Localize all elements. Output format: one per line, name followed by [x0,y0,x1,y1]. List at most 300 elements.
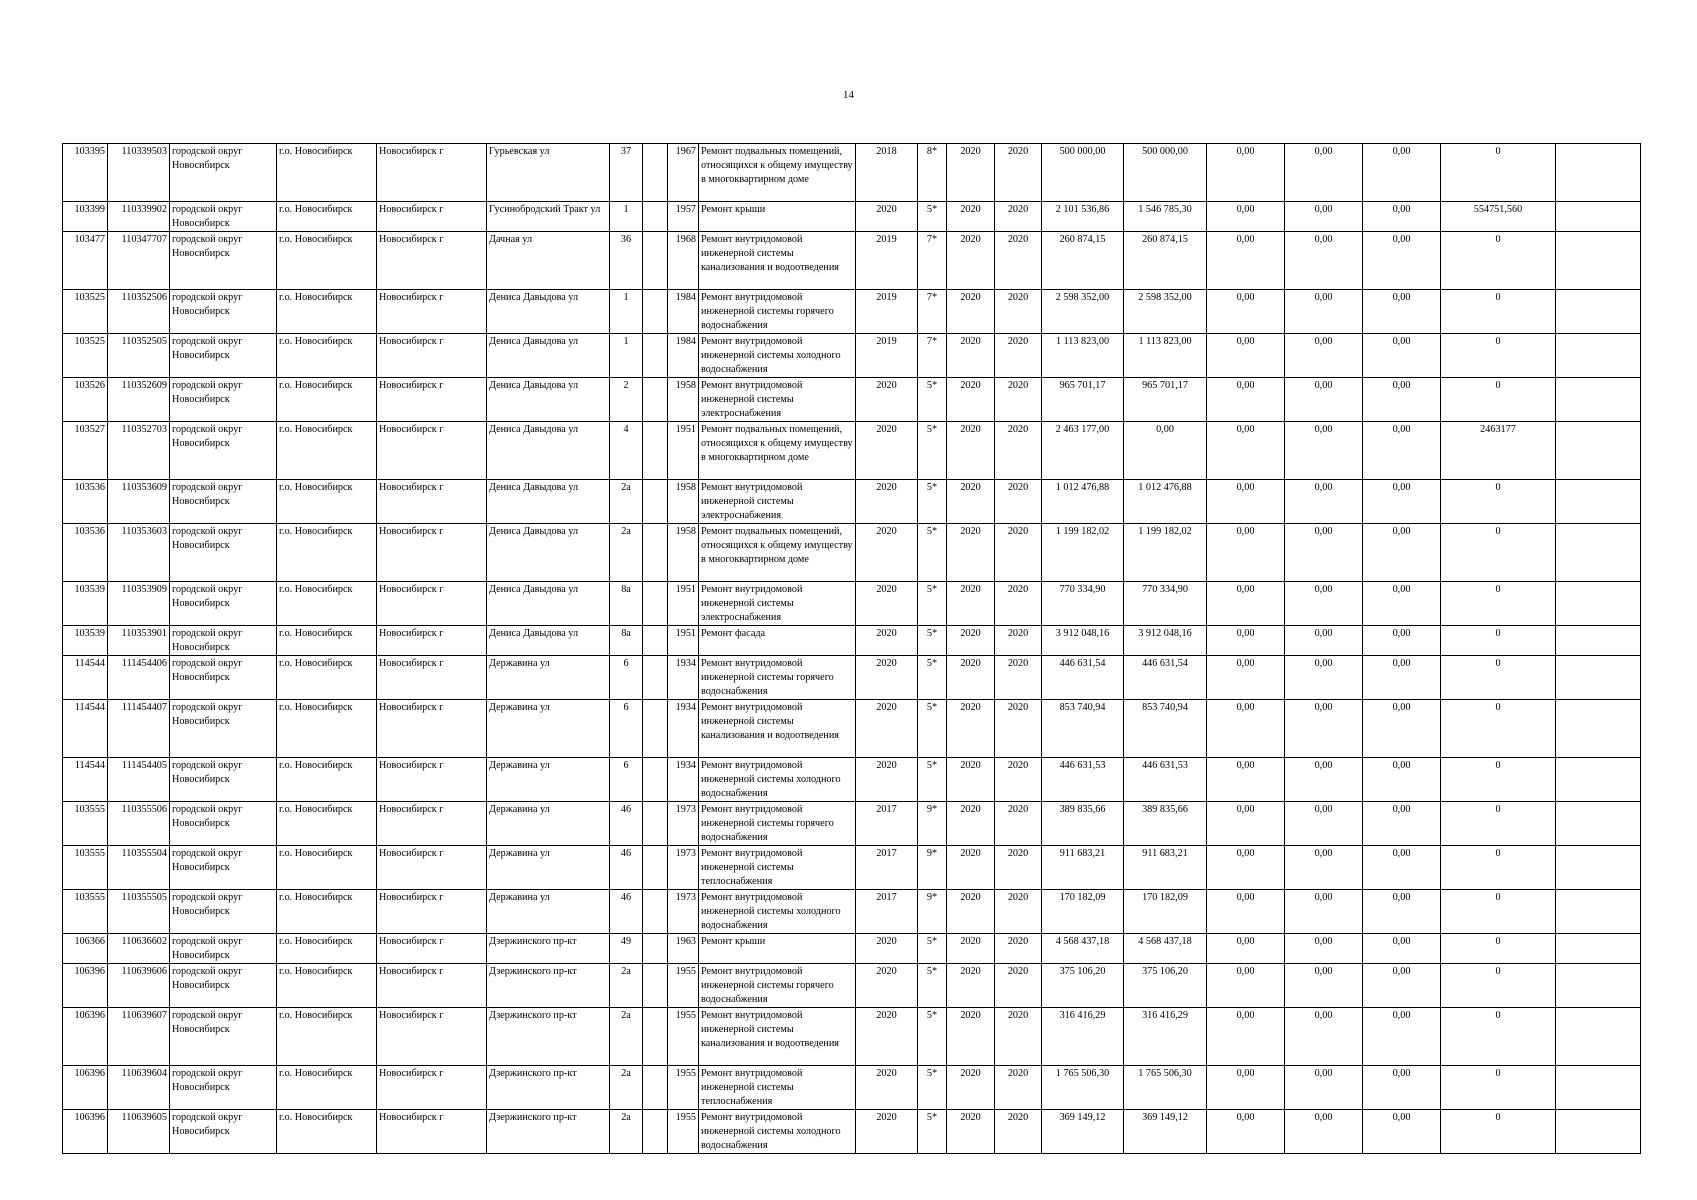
cell-building [643,480,668,524]
cell-district: г.о. Новосибирск [277,934,377,964]
cell-building [643,290,668,334]
cell-house-id: 106396 [63,964,108,1008]
cell-federal-cost: 0,00 [1207,626,1285,656]
cell-building [643,334,668,378]
cell-local-cost: 0,00 [1363,378,1441,422]
cell-floors: 5* [918,422,947,480]
cell-house-id: 103536 [63,480,108,524]
cell-federal-cost: 0,00 [1207,202,1285,232]
cell-work-type: Ремонт внутридомовой инженерной системы канализования и водоотведения [699,1008,856,1066]
cell-end-year: 2020 [995,758,1042,802]
cell-local-cost: 0,00 [1363,700,1441,758]
cell-work-id: 110353909 [108,582,170,626]
cell-start-year: 2020 [947,582,995,626]
cell-building [643,802,668,846]
cell-fund-cost: 260 874,15 [1124,232,1207,290]
table-row [63,480,1641,524]
table-row [63,334,1641,378]
cell-total-cost: 1 113 823,00 [1042,334,1124,378]
cell-district: г.о. Новосибирск [277,202,377,232]
cell-year-built: 1973 [668,802,699,846]
cell-district: г.о. Новосибирск [277,582,377,626]
cell-work-id: 111454405 [108,758,170,802]
cell-owners-cost: 0 [1441,934,1556,964]
cell-note [1556,378,1641,422]
cell-owners-cost: 0 [1441,378,1556,422]
cell-fund-cost: 853 740,94 [1124,700,1207,758]
cell-street: Дениса Давыдова ул [487,524,610,582]
cell-municipality: городской округ Новосибирск [170,202,277,232]
cell-house-number: 1 [610,334,643,378]
cell-local-cost: 0,00 [1363,656,1441,700]
cell-municipality: городской округ Новосибирск [170,626,277,656]
cell-survey-year: 2020 [856,656,918,700]
cell-year-built: 1957 [668,202,699,232]
cell-regional-cost: 0,00 [1285,1110,1363,1154]
cell-work-id: 110339902 [108,202,170,232]
cell-start-year: 2020 [947,422,995,480]
cell-house-id: 103525 [63,334,108,378]
table-row [63,700,1641,758]
cell-federal-cost: 0,00 [1207,1066,1285,1110]
cell-work-type: Ремонт внутридомовой инженерной системы горячего водоснабжения [699,656,856,700]
cell-municipality: городской округ Новосибирск [170,964,277,1008]
cell-building [643,144,668,202]
cell-house-id: 106396 [63,1110,108,1154]
cell-survey-year: 2019 [856,290,918,334]
cell-house-id: 103536 [63,524,108,582]
cell-year-built: 1955 [668,964,699,1008]
cell-federal-cost: 0,00 [1207,480,1285,524]
cell-year-built: 1934 [668,656,699,700]
cell-end-year: 2020 [995,846,1042,890]
cell-owners-cost: 0 [1441,290,1556,334]
cell-city: Новосибирск г [377,144,487,202]
cell-city: Новосибирск г [377,964,487,1008]
cell-municipality: городской округ Новосибирск [170,846,277,890]
cell-district: г.о. Новосибирск [277,422,377,480]
cell-floors: 9* [918,890,947,934]
cell-house-number: 6 [610,758,643,802]
cell-total-cost: 375 106,20 [1042,964,1124,1008]
cell-owners-cost: 0 [1441,802,1556,846]
cell-total-cost: 316 416,29 [1042,1008,1124,1066]
cell-work-id: 110639607 [108,1008,170,1066]
cell-city: Новосибирск г [377,758,487,802]
cell-end-year: 2020 [995,626,1042,656]
cell-house-number: 2 [610,378,643,422]
cell-fund-cost: 446 631,53 [1124,758,1207,802]
cell-fund-cost: 2 598 352,00 [1124,290,1207,334]
cell-total-cost: 2 598 352,00 [1042,290,1124,334]
cell-fund-cost: 1 012 476,88 [1124,480,1207,524]
cell-start-year: 2020 [947,802,995,846]
cell-building [643,202,668,232]
cell-end-year: 2020 [995,144,1042,202]
cell-federal-cost: 0,00 [1207,656,1285,700]
cell-start-year: 2020 [947,890,995,934]
cell-fund-cost: 1 765 506,30 [1124,1066,1207,1110]
table-row [63,582,1641,626]
cell-start-year: 2020 [947,846,995,890]
cell-work-type: Ремонт подвальных помещений, относящихся к общему имуществу в многоквартирном доме [699,422,856,480]
cell-end-year: 2020 [995,656,1042,700]
cell-municipality: городской округ Новосибирск [170,422,277,480]
cell-regional-cost: 0,00 [1285,232,1363,290]
cell-start-year: 2020 [947,290,995,334]
cell-city: Новосибирск г [377,290,487,334]
cell-regional-cost: 0,00 [1285,846,1363,890]
cell-survey-year: 2019 [856,334,918,378]
cell-survey-year: 2020 [856,1110,918,1154]
cell-year-built: 1934 [668,758,699,802]
cell-total-cost: 965 701,17 [1042,378,1124,422]
cell-end-year: 2020 [995,934,1042,964]
cell-regional-cost: 0,00 [1285,524,1363,582]
cell-federal-cost: 0,00 [1207,700,1285,758]
cell-building [643,232,668,290]
cell-start-year: 2020 [947,524,995,582]
table-row [63,202,1641,232]
table-row [63,144,1641,202]
table-row [63,290,1641,334]
table-row [63,626,1641,656]
cell-district: г.о. Новосибирск [277,700,377,758]
table-row [63,422,1641,480]
cell-year-built: 1951 [668,422,699,480]
cell-work-id: 110639604 [108,1066,170,1110]
cell-house-number: 46 [610,846,643,890]
cell-floors: 7* [918,290,947,334]
cell-survey-year: 2019 [856,232,918,290]
cell-start-year: 2020 [947,758,995,802]
cell-street: Дениса Давыдова ул [487,582,610,626]
cell-house-number: 4 [610,422,643,480]
cell-work-id: 110352703 [108,422,170,480]
cell-street: Дзержинского пр-кт [487,934,610,964]
cell-floors: 5* [918,656,947,700]
cell-municipality: городской округ Новосибирск [170,700,277,758]
cell-municipality: городской округ Новосибирск [170,1008,277,1066]
cell-work-id: 110347707 [108,232,170,290]
cell-start-year: 2020 [947,144,995,202]
cell-regional-cost: 0,00 [1285,964,1363,1008]
cell-end-year: 2020 [995,202,1042,232]
cell-floors: 5* [918,582,947,626]
cell-local-cost: 0,00 [1363,934,1441,964]
cell-federal-cost: 0,00 [1207,758,1285,802]
cell-fund-cost: 1 113 823,00 [1124,334,1207,378]
cell-owners-cost: 0 [1441,1066,1556,1110]
cell-street: Дзержинского пр-кт [487,1008,610,1066]
cell-house-number: 6 [610,656,643,700]
cell-federal-cost: 0,00 [1207,524,1285,582]
page-number: 14 [843,89,854,101]
cell-work-type: Ремонт фасада [699,626,856,656]
cell-local-cost: 0,00 [1363,626,1441,656]
cell-note [1556,1066,1641,1110]
cell-building [643,964,668,1008]
cell-owners-cost: 0 [1441,626,1556,656]
cell-district: г.о. Новосибирск [277,626,377,656]
cell-federal-cost: 0,00 [1207,934,1285,964]
cell-local-cost: 0,00 [1363,1110,1441,1154]
table-row [63,758,1641,802]
cell-house-id: 114544 [63,656,108,700]
cell-floors: 5* [918,964,947,1008]
cell-local-cost: 0,00 [1363,802,1441,846]
cell-end-year: 2020 [995,524,1042,582]
cell-fund-cost: 316 416,29 [1124,1008,1207,1066]
cell-federal-cost: 0,00 [1207,582,1285,626]
cell-survey-year: 2020 [856,202,918,232]
cell-start-year: 2020 [947,202,995,232]
cell-start-year: 2020 [947,934,995,964]
table-row [63,1008,1641,1066]
cell-building [643,378,668,422]
cell-building [643,422,668,480]
cell-floors: 5* [918,524,947,582]
cell-federal-cost: 0,00 [1207,232,1285,290]
cell-district: г.о. Новосибирск [277,1008,377,1066]
cell-house-id: 103539 [63,626,108,656]
cell-house-id: 103525 [63,290,108,334]
cell-survey-year: 2020 [856,758,918,802]
cell-city: Новосибирск г [377,656,487,700]
cell-city: Новосибирск г [377,334,487,378]
cell-regional-cost: 0,00 [1285,934,1363,964]
cell-work-type: Ремонт внутридомовой инженерной системы электроснабжения [699,378,856,422]
cell-work-type: Ремонт крыши [699,202,856,232]
cell-end-year: 2020 [995,232,1042,290]
cell-building [643,626,668,656]
cell-house-id: 114544 [63,700,108,758]
cell-fund-cost: 500 000,00 [1124,144,1207,202]
cell-district: г.о. Новосибирск [277,378,377,422]
cell-survey-year: 2018 [856,144,918,202]
cell-end-year: 2020 [995,290,1042,334]
cell-federal-cost: 0,00 [1207,1008,1285,1066]
cell-local-cost: 0,00 [1363,290,1441,334]
cell-house-id: 103527 [63,422,108,480]
cell-note [1556,890,1641,934]
cell-start-year: 2020 [947,1066,995,1110]
cell-local-cost: 0,00 [1363,144,1441,202]
cell-note [1556,802,1641,846]
table-row [63,232,1641,290]
cell-building [643,1110,668,1154]
cell-house-number: 36 [610,232,643,290]
cell-street: Дениса Давыдова ул [487,422,610,480]
cell-city: Новосибирск г [377,202,487,232]
cell-note [1556,480,1641,524]
cell-municipality: городской округ Новосибирск [170,758,277,802]
cell-note [1556,1008,1641,1066]
cell-start-year: 2020 [947,232,995,290]
cell-municipality: городской округ Новосибирск [170,890,277,934]
cell-municipality: городской округ Новосибирск [170,524,277,582]
cell-federal-cost: 0,00 [1207,378,1285,422]
cell-note [1556,524,1641,582]
cell-house-id: 106396 [63,1008,108,1066]
cell-start-year: 2020 [947,626,995,656]
cell-owners-cost: 2463177 [1441,422,1556,480]
cell-house-number: 6 [610,700,643,758]
cell-owners-cost: 0 [1441,758,1556,802]
cell-street: Дзержинского пр-кт [487,1110,610,1154]
cell-owners-cost: 554751,560 [1441,202,1556,232]
cell-federal-cost: 0,00 [1207,290,1285,334]
cell-work-type: Ремонт внутридомовой инженерной системы теплоснабжения [699,1066,856,1110]
table-row [63,378,1641,422]
cell-total-cost: 1 765 506,30 [1042,1066,1124,1110]
cell-city: Новосибирск г [377,802,487,846]
cell-note [1556,422,1641,480]
cell-regional-cost: 0,00 [1285,626,1363,656]
cell-total-cost: 446 631,53 [1042,758,1124,802]
cell-street: Дзержинского пр-кт [487,1066,610,1110]
cell-federal-cost: 0,00 [1207,964,1285,1008]
cell-house-number: 1 [610,202,643,232]
cell-building [643,1066,668,1110]
cell-federal-cost: 0,00 [1207,802,1285,846]
cell-floors: 5* [918,934,947,964]
cell-total-cost: 500 000,00 [1042,144,1124,202]
cell-floors: 7* [918,232,947,290]
cell-start-year: 2020 [947,1008,995,1066]
cell-federal-cost: 0,00 [1207,1110,1285,1154]
cell-local-cost: 0,00 [1363,758,1441,802]
cell-total-cost: 3 912 048,16 [1042,626,1124,656]
cell-total-cost: 446 631,54 [1042,656,1124,700]
cell-year-built: 1951 [668,582,699,626]
cell-start-year: 2020 [947,656,995,700]
cell-regional-cost: 0,00 [1285,422,1363,480]
cell-house-number: 2а [610,1066,643,1110]
cell-end-year: 2020 [995,1066,1042,1110]
cell-city: Новосибирск г [377,1110,487,1154]
cell-municipality: городской округ Новосибирск [170,582,277,626]
cell-city: Новосибирск г [377,700,487,758]
cell-year-built: 1968 [668,232,699,290]
cell-fund-cost: 911 683,21 [1124,846,1207,890]
cell-survey-year: 2020 [856,626,918,656]
cell-end-year: 2020 [995,582,1042,626]
table-row [63,656,1641,700]
cell-district: г.о. Новосибирск [277,144,377,202]
cell-survey-year: 2020 [856,582,918,626]
cell-work-id: 110639606 [108,964,170,1008]
cell-total-cost: 4 568 437,18 [1042,934,1124,964]
cell-note [1556,232,1641,290]
cell-work-id: 110636602 [108,934,170,964]
cell-city: Новосибирск г [377,480,487,524]
cell-work-id: 110355504 [108,846,170,890]
cell-municipality: городской округ Новосибирск [170,378,277,422]
cell-city: Новосибирск г [377,934,487,964]
cell-work-type: Ремонт внутридомовой инженерной системы канализования и водоотведения [699,232,856,290]
cell-owners-cost: 0 [1441,524,1556,582]
cell-year-built: 1967 [668,144,699,202]
cell-street: Державина ул [487,656,610,700]
cell-district: г.о. Новосибирск [277,890,377,934]
cell-survey-year: 2020 [856,480,918,524]
cell-fund-cost: 170 182,09 [1124,890,1207,934]
cell-city: Новосибирск г [377,232,487,290]
cell-note [1556,758,1641,802]
cell-local-cost: 0,00 [1363,422,1441,480]
cell-note [1556,334,1641,378]
cell-total-cost: 170 182,09 [1042,890,1124,934]
cell-work-type: Ремонт внутридомовой инженерной системы холодного водоснабжения [699,758,856,802]
cell-regional-cost: 0,00 [1285,480,1363,524]
cell-regional-cost: 0,00 [1285,656,1363,700]
cell-floors: 5* [918,378,947,422]
cell-house-id: 103399 [63,202,108,232]
cell-house-id: 103477 [63,232,108,290]
cell-local-cost: 0,00 [1363,890,1441,934]
cell-fund-cost: 4 568 437,18 [1124,934,1207,964]
cell-total-cost: 2 463 177,00 [1042,422,1124,480]
cell-total-cost: 911 683,21 [1042,846,1124,890]
cell-end-year: 2020 [995,378,1042,422]
cell-work-id: 110339503 [108,144,170,202]
cell-start-year: 2020 [947,1110,995,1154]
cell-survey-year: 2017 [856,846,918,890]
cell-work-type: Ремонт подвальных помещений, относящихся к общему имуществу в многоквартирном доме [699,144,856,202]
cell-work-type: Ремонт внутридомовой инженерной системы холодного водоснабжения [699,890,856,934]
cell-end-year: 2020 [995,1008,1042,1066]
cell-start-year: 2020 [947,964,995,1008]
cell-local-cost: 0,00 [1363,1066,1441,1110]
cell-local-cost: 0,00 [1363,524,1441,582]
cell-house-number: 2а [610,524,643,582]
cell-year-built: 1984 [668,290,699,334]
cell-regional-cost: 0,00 [1285,582,1363,626]
cell-owners-cost: 0 [1441,1110,1556,1154]
cell-local-cost: 0,00 [1363,582,1441,626]
cell-end-year: 2020 [995,890,1042,934]
cell-work-type: Ремонт внутридомовой инженерной системы горячего водоснабжения [699,964,856,1008]
cell-federal-cost: 0,00 [1207,890,1285,934]
cell-work-id: 111454407 [108,700,170,758]
cell-owners-cost: 0 [1441,846,1556,890]
cell-floors: 5* [918,1008,947,1066]
cell-work-id: 110353603 [108,524,170,582]
cell-note [1556,202,1641,232]
cell-house-id: 106366 [63,934,108,964]
cell-note [1556,582,1641,626]
cell-work-type: Ремонт внутридомовой инженерной системы электроснабжения [699,582,856,626]
cell-district: г.о. Новосибирск [277,846,377,890]
cell-survey-year: 2020 [856,422,918,480]
cell-local-cost: 0,00 [1363,334,1441,378]
cell-end-year: 2020 [995,422,1042,480]
cell-house-id: 103555 [63,890,108,934]
cell-work-type: Ремонт внутридомовой инженерной системы электроснабжения [699,480,856,524]
cell-district: г.о. Новосибирск [277,480,377,524]
cell-work-id: 110352506 [108,290,170,334]
cell-year-built: 1984 [668,334,699,378]
cell-municipality: городской округ Новосибирск [170,480,277,524]
cell-regional-cost: 0,00 [1285,378,1363,422]
cell-street: Державина ул [487,700,610,758]
cell-municipality: городской округ Новосибирск [170,656,277,700]
cell-municipality: городской округ Новосибирск [170,334,277,378]
cell-house-number: 46 [610,890,643,934]
cell-fund-cost: 0,00 [1124,422,1207,480]
cell-fund-cost: 1 199 182,02 [1124,524,1207,582]
